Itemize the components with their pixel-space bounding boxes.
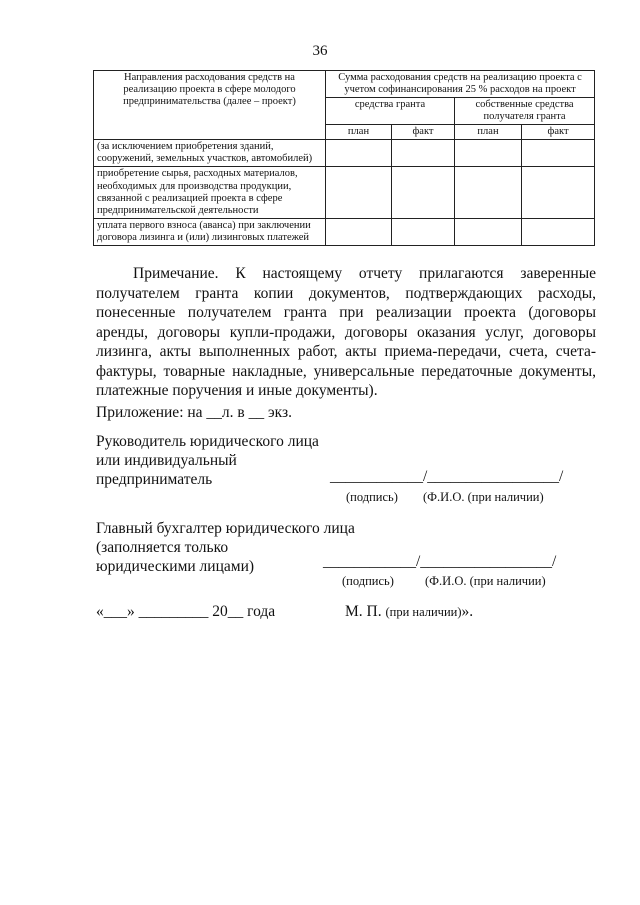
stamp-label: М. П. [345,603,386,620]
expense-table [93,70,595,246]
cell-empty [392,167,455,218]
cell-empty [522,167,595,218]
stamp-note: (при наличии) [385,605,462,619]
note-first-line: Примечание. К настоящему отчету прилагаются заверенные [133,265,596,282]
stamp-end: ». [461,603,474,620]
col-fact-grant: факт [392,125,455,140]
cell-empty [455,218,522,245]
cell-empty [326,218,392,245]
note-paragraph [96,264,596,401]
cell-empty [392,140,455,167]
header-grant: средства гранта [326,98,455,125]
accountant-title-line: (заполняется только [96,539,229,556]
header-own-funds: собственные средства получателя гранта [455,98,595,125]
accountant-name-caption: (Ф.И.О. (при наличии) [425,574,546,588]
cell-empty [522,140,595,167]
cell-empty [522,218,595,245]
row-label: уплата первого взноса (аванса) при заключении договора лизинга и (или) лизинговых платежей [94,218,326,245]
head-title-line: Руководитель юридического лица [96,433,319,450]
date-line: «___» _________ 20__ года [96,603,276,620]
header-sum: Сумма расходования средств на реализацию проекта с учетом софинансирования 25 % расходов на проект [326,71,595,98]
head-signature-line: ____________/_________________/ [330,468,564,485]
table-row [94,218,595,245]
cell-empty [455,167,522,218]
cell-empty [326,167,392,218]
note-body: получателем гранта копии документов, подтверждающих расходы, понесенные получателем гранта при реализации проекта (договоры аренды, договоры купли-продажи, договоры оказания услуг, договоры лизинга, акты выполненных работ, акты приема-передачи, счета, счета-фактуры, товарные накладные, универсальные передаточные документы, платежные поручения и иные документы). [96,284,596,399]
head-title-line: предприниматель [96,471,213,488]
stamp-place [345,603,473,621]
col-plan-own: план [455,125,522,140]
cell-empty [326,140,392,167]
header-direction: Направления расходования средств на реализацию проекта в сфере молодого предпринимательства (далее – проект) [94,71,326,140]
cell-empty [455,140,522,167]
table-row [94,167,595,218]
head-signature-caption: (подпись) [346,490,398,504]
row-label: (за исключением приобретения зданий, сооружений, земельных участков, автомобилей) [94,140,326,167]
page-number: 36 [312,43,328,59]
col-plan-grant: план [326,125,392,140]
accountant-signature-line: ____________/_________________/ [323,553,557,570]
row-label: приобретение сырья, расходных материалов, необходимых для производства продукции, связанной с реализацией проекта в сфере предпринимательской деятельности [94,167,326,218]
head-name-caption: (Ф.И.О. (при наличии) [423,490,544,504]
accountant-title-line: юридическими лицами) [96,558,255,575]
head-signatory-title [96,432,319,489]
table-row [94,140,595,167]
col-fact-own: факт [522,125,595,140]
head-title-line: или индивидуальный [96,452,237,469]
accountant-signature-caption: (подпись) [342,574,394,588]
appendix-line: Приложение: на __л. в __ экз. [96,404,292,421]
cell-empty [392,218,455,245]
accountant-title-line: Главный бухгалтер юридического лица [96,520,355,537]
accountant-signatory-title [96,519,355,576]
